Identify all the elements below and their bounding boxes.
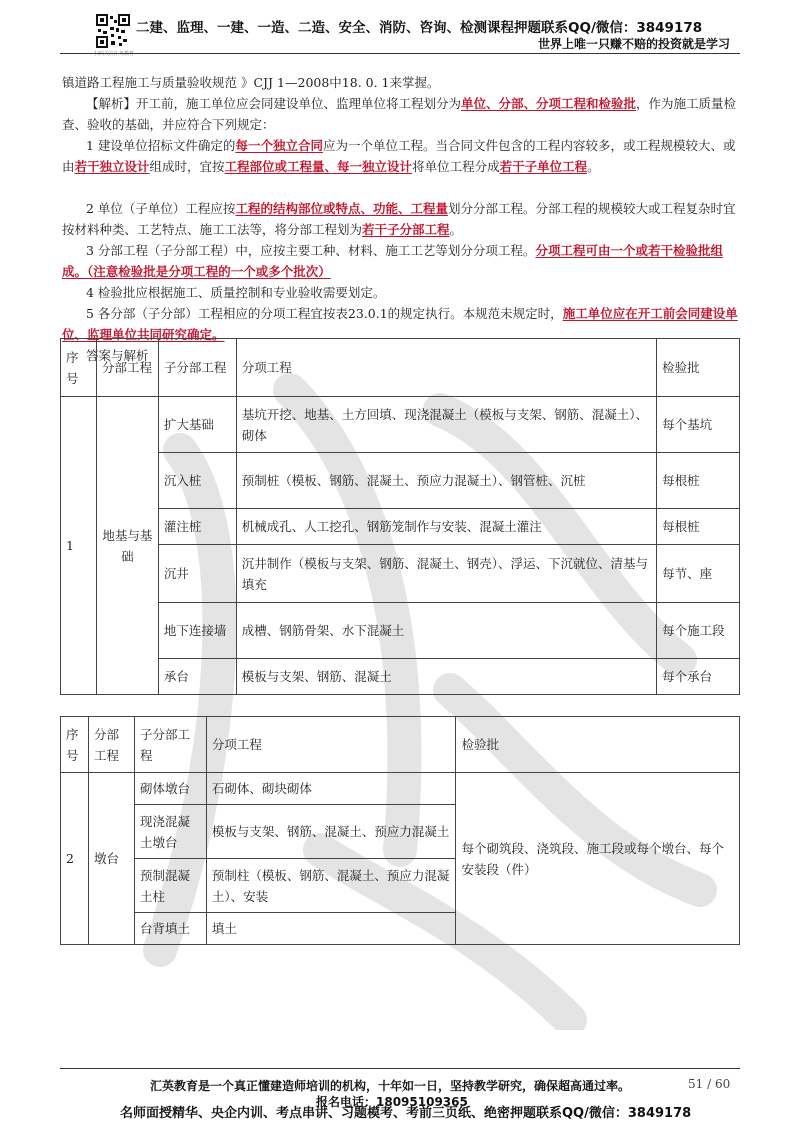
rule-1-paragraph: 1 建设单位招标文件确定的每一个独立合同应为一个单位工程。当合同文件包含的工程内容较多，或工程规模较大、或由若干独立设计组成时，宜按工程部位或工程量、每一独立设计将单位工程分成若干子单位工程。: [62, 138, 736, 174]
header-slogan: 世界上唯一只赚不赔的投资就是学习: [537, 37, 730, 51]
footer-contact-line: 名师面授精华、央企内训、考点串讲、习题模考、考前三页纸、绝密押题联系QQ/微信：3849178: [120, 1106, 692, 1121]
qr-code-icon: [96, 14, 130, 48]
row-subdivision: 砌体墩台: [134, 773, 206, 805]
row-seq: 1: [61, 397, 97, 695]
header-division: 分部工程: [88, 717, 134, 773]
row-items: 沉井制作（模板与支架、钢筋、混凝土、钢壳）、浮运、下沉就位、清基与填充: [236, 545, 656, 603]
row-items: 预制桩（模板、钢筋、混凝土、预应力混凝土）、钢管桩、沉桩: [236, 453, 656, 509]
intro-line: 镇道路工程施工与质量验收规范 》CJJ 1—2008中18. 0. 1来掌握。: [62, 75, 440, 90]
header-batch: 检验批: [657, 339, 740, 397]
row-subdivision: 扩大基础: [158, 397, 236, 453]
row-subdivision: 沉井: [158, 545, 236, 603]
header-subdivision: 子分部工程: [158, 339, 236, 397]
row-subdivision: 灌注桩: [158, 509, 236, 545]
table-row: [61, 773, 740, 805]
row-seq: 2: [61, 773, 89, 945]
header-seq: 序号: [61, 339, 97, 397]
rule-5-paragraph: 5 各分部（子分部）工程相应的分项工程宜按表23.0.1的规定执行。本规范未规定时，施工单位应在开工前会同建设单位、监理单位共同研究确定。: [62, 306, 738, 342]
row-batch: 每个施工段: [657, 603, 740, 659]
analysis-paragraph: 【解析】开工前，施工单位应会同建设单位、监理单位将工程划分为单位、分部、分项工程和检验批，作为施工质量检查、验收的基础，并应符合下列规定：: [62, 96, 737, 132]
table-row: [61, 545, 740, 603]
row-batch: 每个承台: [657, 659, 740, 695]
row-division: 墩台: [88, 773, 134, 945]
row-items: 基坑开挖、地基、土方回填、现浇混凝土（模板与支架、钢筋、混凝土）、砌体: [236, 397, 656, 453]
row-items: 模板与支架、钢筋、混凝土、预应力混凝土: [206, 805, 456, 859]
row-items: 成槽、钢筋骨架、水下混凝土: [236, 603, 656, 659]
qr-caption: 扫码关注汇英教育: [93, 51, 134, 57]
table-row: [61, 603, 740, 659]
answer-heading: 答案与解析: [86, 348, 149, 363]
row-subdivision: 现浇混凝土墩台: [134, 805, 206, 859]
row-batch: 每节、座: [657, 545, 740, 603]
footer-divider: [60, 1068, 740, 1069]
footer-slogan: 汇英教育是一个真正懂建造师培训的机构，十年如一日，坚持教学研究，确保超高通过率。: [150, 1079, 631, 1093]
header-batch: 检验批: [456, 717, 740, 773]
header-division: 分部工程: [96, 339, 158, 397]
row-items: 预制柱（模板、钢筋、混凝土、预应力混凝土）、安装: [206, 859, 456, 913]
row-subdivision: 承台: [158, 659, 236, 695]
table-row: [61, 509, 740, 545]
row-subdivision: 地下连接墙: [158, 603, 236, 659]
row-items: 模板与支架、钢筋、混凝土: [236, 659, 656, 695]
header-contact-line: 二建、监理、一建、一造、二造、安全、消防、咨询、检测课程押题联系QQ/微信：3849178: [136, 20, 703, 36]
row-batch: 每个砌筑段、浇筑段、施工段或每个墩台、每个安装段（件）: [456, 773, 740, 945]
table-header-row: [61, 339, 740, 397]
table-foundation: [60, 338, 740, 695]
page-number: 51 / 60: [688, 1077, 731, 1091]
rule-3-paragraph: 3 分部工程（子分部工程）中，应按主要工种、材料、施工工艺等划分分项工程。分项工程可由一个或若干检验批组成。（注意检验批是分项工程的一个或多个批次）: [62, 243, 723, 279]
table-row: [61, 659, 740, 695]
rule-2-paragraph: 2 单位（子单位）工程应按工程的结构部位或特点、功能、工程量划分分部工程。分部工程的规模较大或工程复杂时宜按材料种类、工艺特点、施工工法等，将分部工程划为若干子分部工程。: [62, 201, 736, 237]
header-items: 分项工程: [236, 339, 656, 397]
row-items: 石砌体、砌块砌体: [206, 773, 456, 805]
header-items: 分项工程: [206, 717, 456, 773]
row-subdivision: 沉入桩: [158, 453, 236, 509]
table-pier: [60, 716, 740, 945]
header-divider: [60, 53, 740, 54]
row-items: 填土: [206, 913, 456, 945]
header-subdivision: 子分部工程: [134, 717, 206, 773]
footer-phone: 报名电话：18095109365: [316, 1095, 468, 1109]
row-batch: 每个基坑: [657, 397, 740, 453]
table-row: [61, 397, 740, 453]
table-row: [61, 453, 740, 509]
header-seq: 序号: [61, 717, 89, 773]
rule-4-paragraph: 4 检验批应根据施工、质量控制和专业验收需要划定。: [86, 285, 386, 300]
row-division: 地基与基础: [96, 397, 158, 695]
row-batch: 每根桩: [657, 453, 740, 509]
row-batch: 每根桩: [657, 509, 740, 545]
row-subdivision: 台背填土: [134, 913, 206, 945]
row-subdivision: 预制混凝土柱: [134, 859, 206, 913]
row-items: 机械成孔、人工挖孔、钢筋笼制作与安装、混凝土灌注: [236, 509, 656, 545]
table-header-row: [61, 717, 740, 773]
